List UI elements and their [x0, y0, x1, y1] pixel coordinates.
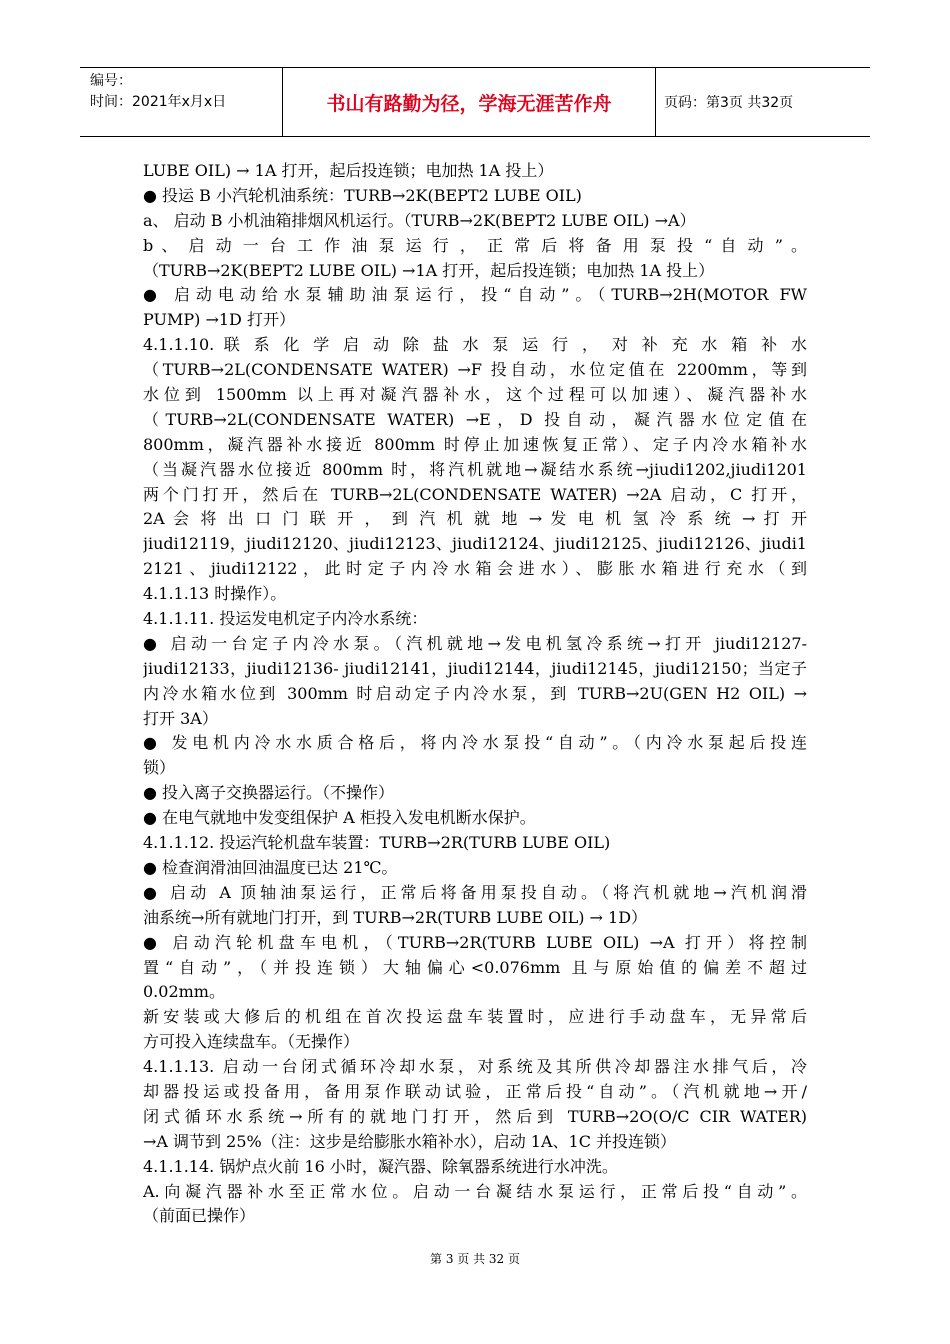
- text-line: 4.1.1.11. 投运发电机定子内冷水系统：: [143, 609, 428, 629]
- text-line: ● 启动一台定子内冷水泵。（汽机就地→发电机氢冷系统→打开 jiudi12127-: [143, 633, 807, 653]
- text-line: ● 启动汽轮机盘车电机，（TURB→2R(TURB LUBE OIL) →A 打开）将控制: [143, 932, 807, 952]
- text-line: 新安装或大修后的机组在首次投运盘车装置时，应进行手动盘车，无异常后: [143, 1007, 807, 1027]
- page-footer: 第 3 页 共 32 页: [430, 1252, 520, 1266]
- text-line: jiudi12119，jiudi12120、jiudi12123、jiudi12124、jiudi12125、jiudi12126、jiudi1: [143, 534, 807, 554]
- text-line: 油系统→所有就地门打开，到 TURB→2R(TURB LUBE OIL) → 1D）: [143, 907, 648, 927]
- text-line: （当凝汽器水位接近 800mm 时，将汽机就地→凝结水系统→jiudi1202,jiudi1201: [143, 459, 807, 479]
- text-line: 2121、jiudi12122，此时定子内冷水箱会进水）、膨胀水箱进行充水（到: [143, 559, 807, 579]
- text-line: a、 启动 B 小机油箱排烟风机运行。（TURB→2K(BEPT2 LUBE OIL) →A）: [143, 210, 696, 230]
- text-line: 方可投入连续盘车。（无操作）: [143, 1032, 360, 1052]
- header-page-info: [656, 68, 870, 136]
- motto-text: 书山有路勤为径，学海无涯苦作舟: [326, 92, 612, 115]
- text-line: ● 在电气就地中发变组保护 A 柜投入发电机断水保护。: [143, 808, 536, 828]
- text-line: ● 投运 B 小汽轮机油系统：TURB→2K(BEPT2 LUBE OIL): [143, 185, 582, 205]
- text-line: ● 检查润滑油回油温度已达 21℃。: [143, 857, 398, 877]
- text-line: 4.1.1.10. 联 系 化 学 启 动 除 盐 水 泵 运 行 ， 对 补 充 水 箱 补 水: [143, 335, 807, 355]
- text-line: （TURB→2L(CONDENSATE WATER) →F 投自动，水位定值在 2200mm，等到: [143, 360, 807, 380]
- text-line: 内冷水箱水位到 300mm 时启动定子内冷水泵，到 TURB→2U(GEN H2 OIL) →: [143, 683, 807, 703]
- text-line: 却器投运或投备用，备用泵作联动试验，正常后投“自动”。（汽机就地→开/: [143, 1081, 807, 1101]
- text-line: →A 调节到 25%（注：这步是给膨胀水箱补水），启动 1A、1C 并投连锁）: [143, 1131, 677, 1151]
- text-line: PUMP) →1D 打开）: [143, 310, 295, 330]
- text-line: 0.02mm。: [143, 982, 225, 1002]
- text-line: ● 启动 A 顶轴油泵运行，正常后将备用泵投自动。（将汽机就地→汽机润滑: [143, 882, 807, 902]
- text-line: 两个门打开，然后在 TURB→2L(CONDENSATE WATER) →2A 启动，C 打开，: [143, 484, 807, 504]
- text-line: jiudi12133，jiudi12136- jiudi12141，jiudi12144，jiudi12145，jiudi12150；当定子: [143, 658, 807, 678]
- page-info-text: 页码：第3页 共32页: [664, 95, 794, 111]
- page-header: [80, 67, 870, 137]
- text-line: 4.1.1.12. 投运汽轮机盘车装置：TURB→2R(TURB LUBE OIL): [143, 833, 611, 853]
- text-line: 闭式循环水系统→所有的就地门打开，然后到 TURB→2O(O/C CIR WATER): [143, 1106, 807, 1126]
- text-line: 打开 3A）: [143, 708, 218, 728]
- text-line: ● 投入离子交换器运行。（不操作）: [143, 783, 395, 803]
- text-line: 800mm，凝汽器补水接近 800mm 时停止加速恢复正常）、定子内冷水箱补水: [143, 434, 807, 454]
- document-number-label: 编号：: [90, 73, 132, 89]
- header-meta: [80, 68, 283, 136]
- text-line: 4.1.1.13. 启动一台闭式循环冷却水泵，对系统及其所供冷却器注水排气后，冷: [143, 1057, 807, 1077]
- text-line: 锁）: [143, 758, 176, 778]
- header-motto: [283, 68, 656, 136]
- text-line: ● 启动电动给水泵辅助油泵运行，投“自动”。（TURB→2H(MOTOR FW: [143, 285, 807, 305]
- document-date: 时间：2021年x月x日: [90, 94, 227, 110]
- text-line: 4.1.1.14. 锅炉点火前 16 小时，凝汽器、除氧器系统进行水冲洗。: [143, 1156, 618, 1176]
- text-line: 4.1.1.13 时操作）。: [143, 584, 287, 604]
- text-line: （TURB→2K(BEPT2 LUBE OIL) →1A 打开，起后投连锁；电加热 1A 投上）: [143, 260, 715, 280]
- text-line: LUBE OIL) → 1A 打开，起后投连锁；电加热 1A 投上）: [143, 161, 554, 180]
- text-line: A.向凝汽器补水至正常水位。启动一台凝结水泵运行，正常后投“自动”。: [143, 1181, 807, 1201]
- text-line: 2A 会 将 出 口 门 联 开 ， 到 汽 机 就 地 → 发 电 机 氢 冷 系 统 → 打 开: [143, 509, 807, 529]
- text-line: 置“自动”，（并投连锁）大轴偏心<0.076mm 且与原始值的偏差不超过: [143, 957, 807, 977]
- text-line: ● 发电机内冷水水质合格后，将内冷水泵投“自动”。（内冷水泵起后投连: [143, 733, 807, 753]
- text-line: （TURB→2L(CONDENSATE WATER) →E，D 投自动，凝汽器水位定值在: [143, 409, 807, 429]
- text-line: （前面已操作）: [143, 1206, 256, 1226]
- text-line: b 、 启 动 一 台 工 作 油 泵 运 行 ， 正 常 后 将 备 用 泵 投 “ 自 动 ” 。: [143, 235, 807, 255]
- document-body: [143, 159, 807, 1229]
- text-line: 水位到 1500mm 以上再对凝汽器补水，这个过程可以加速）、凝汽器补水: [143, 385, 807, 405]
